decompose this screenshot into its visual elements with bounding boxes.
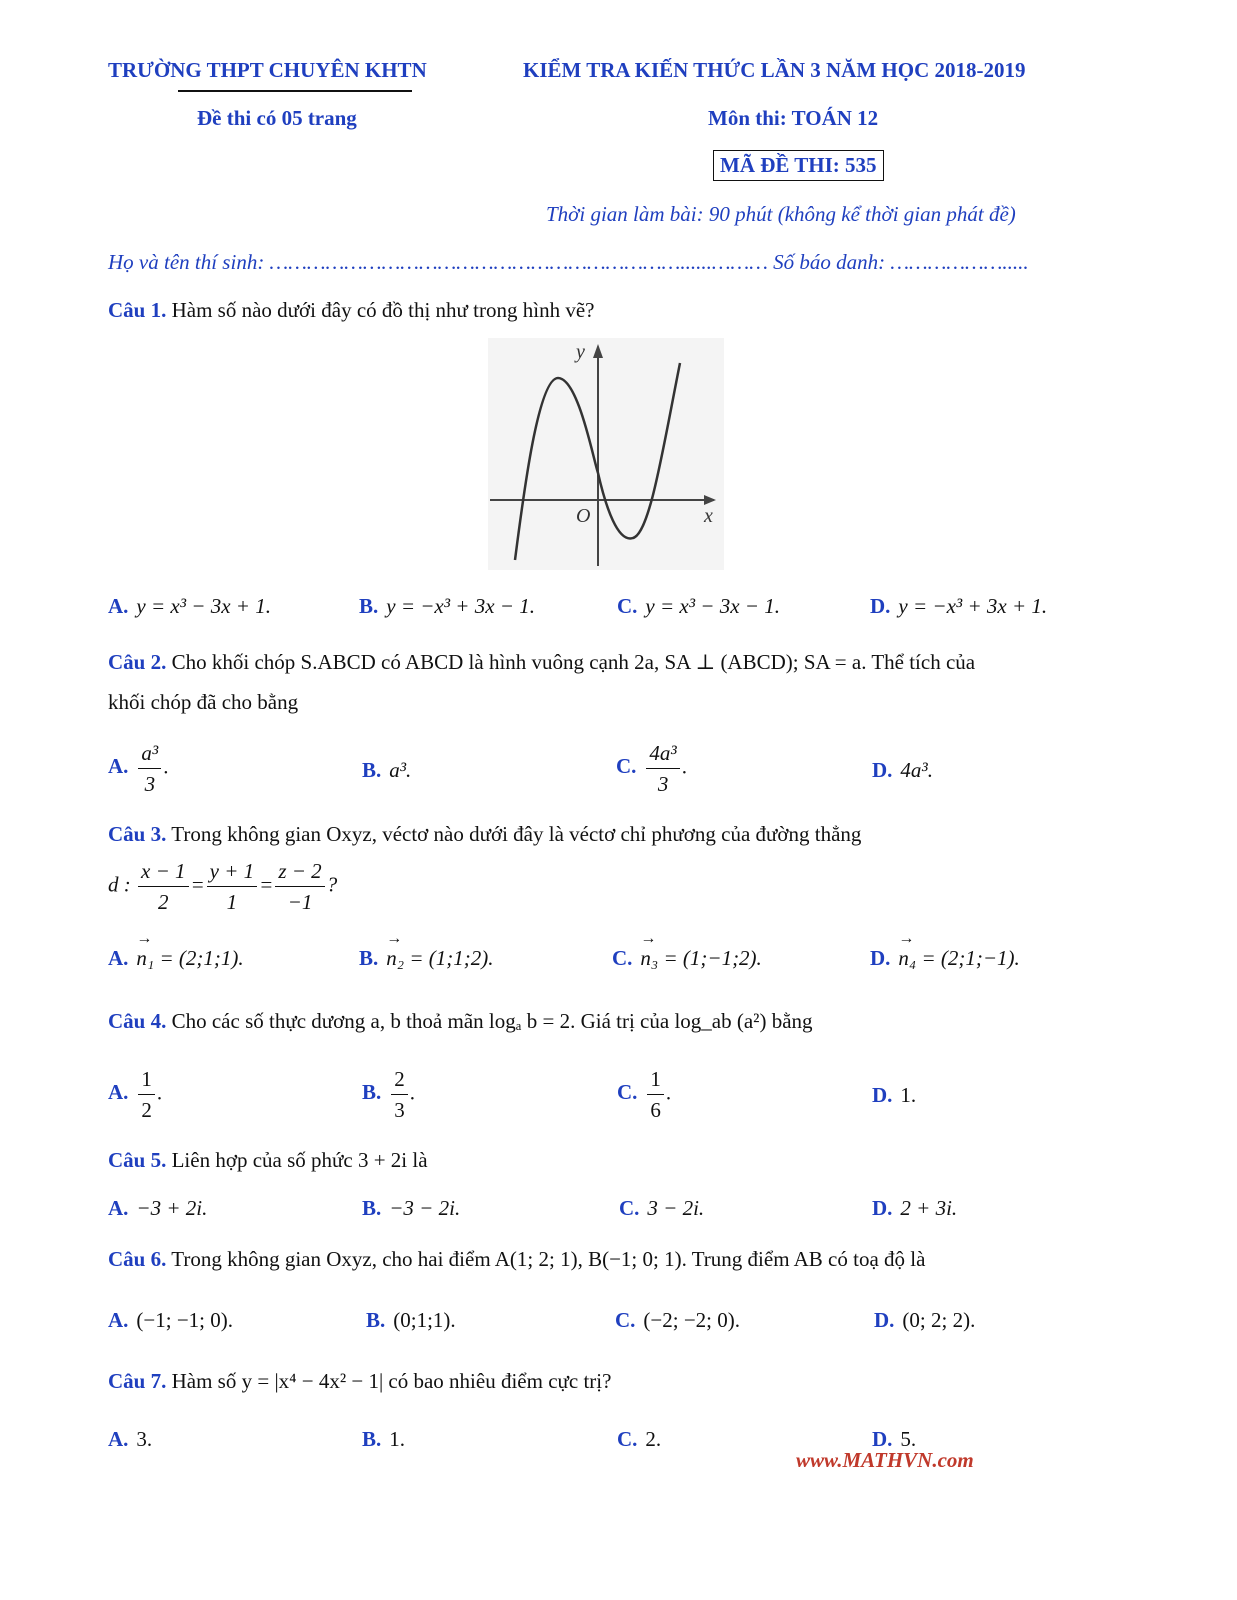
q2-option-c[interactable] [616, 738, 687, 799]
option-text: 5. [900, 1427, 917, 1451]
option-letter: A. [108, 1196, 129, 1220]
vector-symbol: → n₁ [136, 946, 154, 971]
denominator: 3 [657, 772, 669, 796]
subject: Môn thi: TOÁN 12 [708, 106, 879, 130]
numerator: a³ [138, 738, 161, 769]
denominator: −1 [287, 890, 313, 914]
question-text: Cho các số thực dương a, b thoả mãn logₐ b = 2. Giá trị của log_ab (a²) bằng [171, 1009, 813, 1033]
option-text: 2. [645, 1427, 662, 1451]
vector-symbol: → n₄ [898, 946, 916, 971]
option-tail: . [409, 1080, 416, 1105]
fraction-z [275, 856, 324, 917]
denominator: 1 [226, 890, 238, 914]
q4-option-c[interactable] [617, 1064, 671, 1125]
option-letter: A. [108, 1427, 129, 1451]
q2-option-d[interactable] [872, 758, 933, 783]
exam-code: MÃ ĐỀ THI: 535 [713, 150, 884, 181]
q6-option-a[interactable] [108, 1308, 233, 1333]
fraction [138, 1064, 155, 1125]
option-text: = (2;1;1). [159, 946, 244, 970]
candidate-line: Họ và tên thí sinh: …………………………………………………………......……… Số báo danh: ………………..... [108, 250, 1029, 274]
option-letter: D. [872, 758, 893, 782]
option-letter: C. [617, 594, 638, 618]
option-letter: D. [874, 1308, 895, 1332]
denominator: 3 [394, 1098, 405, 1122]
question-text: Cho khối chóp S.ABCD có ABCD là hình vuông cạnh 2a, SA ⊥ (ABCD); SA = a. Thể tích của [171, 650, 976, 674]
vector-symbol: → n₃ [640, 946, 658, 971]
q1-option-c[interactable] [617, 594, 780, 619]
option-text: 1. [389, 1427, 406, 1451]
option-text: (0;1;1). [393, 1308, 456, 1332]
question-label: Câu 3. [108, 822, 167, 846]
option-letter: B. [362, 758, 382, 782]
option-text: = (1;−1;2). [663, 946, 762, 970]
question-7 [108, 1369, 611, 1394]
numerator: z − 2 [275, 856, 324, 887]
question-5 [108, 1148, 428, 1173]
option-letter: C. [612, 946, 633, 970]
option-text: 3. [136, 1427, 153, 1451]
option-letter: B. [359, 594, 379, 618]
denominator: 2 [141, 1098, 152, 1122]
option-letter: D. [870, 594, 891, 618]
school-name: TRƯỜNG THPT CHUYÊN KHTN [108, 58, 427, 82]
school-underline [178, 90, 412, 92]
option-letter: B. [359, 946, 379, 970]
fraction-y [207, 856, 258, 917]
numerator: 1 [647, 1064, 664, 1095]
q5-option-c[interactable] [619, 1196, 704, 1221]
exam-title: KIỂM TRA KIẾN THỨC LẦN 3 NĂM HỌC 2018-2019 [523, 58, 1026, 82]
q3-option-c[interactable] [612, 946, 762, 971]
numerator: 4a³ [646, 738, 679, 769]
option-letter: A. [108, 1308, 129, 1332]
option-tail: . [681, 754, 687, 779]
option-letter: C. [619, 1196, 640, 1220]
fraction [138, 738, 161, 799]
question-6 [108, 1247, 925, 1272]
option-letter: B. [366, 1308, 386, 1332]
option-letter: D. [872, 1083, 893, 1107]
q1-option-d[interactable] [870, 594, 1047, 619]
fraction-x [138, 856, 189, 917]
option-letter: D. [870, 946, 891, 970]
option-text: (0; 2; 2). [902, 1308, 976, 1332]
option-text: 4a³. [900, 758, 933, 782]
vector-symbol: → n₂ [386, 946, 404, 971]
question-text: Hàm số nào dưới đây có đồ thị như trong hình vẽ? [171, 298, 595, 322]
option-text: 3 − 2i. [647, 1196, 705, 1220]
denominator: 6 [650, 1098, 661, 1122]
q4-option-d[interactable] [872, 1083, 916, 1108]
option-tail: . [665, 1080, 672, 1105]
line-prefix: d : [108, 872, 131, 897]
option-letter: A. [108, 1080, 129, 1105]
line-suffix: ? [326, 872, 338, 897]
option-text: y = −x³ + 3x + 1. [898, 594, 1048, 618]
question-3 [108, 822, 861, 847]
q5-option-d[interactable] [872, 1196, 957, 1221]
question-4 [108, 1009, 813, 1034]
q6-option-b[interactable] [366, 1308, 456, 1333]
denominator: 3 [144, 772, 156, 796]
option-text: −3 − 2i. [389, 1196, 461, 1220]
option-tail: . [163, 754, 169, 779]
q4-option-a[interactable] [108, 1064, 162, 1125]
cubic-graph [488, 338, 724, 570]
fraction [391, 1064, 408, 1125]
x-axis-label: x [704, 505, 713, 527]
question-text: Hàm số y = |x⁴ − 4x² − 1| có bao nhiêu điểm cực trị? [171, 1369, 612, 1393]
option-text: y = x³ − 3x − 1. [645, 594, 780, 618]
option-letter: D. [872, 1427, 893, 1451]
q1-option-b[interactable] [359, 594, 535, 619]
q6-option-d[interactable] [874, 1308, 975, 1333]
option-text: −3 + 2i. [136, 1196, 208, 1220]
question-label: Câu 6. [108, 1247, 167, 1271]
q7-option-b[interactable] [362, 1427, 405, 1452]
option-text: = (2;1;−1). [921, 946, 1020, 970]
numerator: 2 [391, 1064, 408, 1095]
q2-option-a[interactable] [108, 738, 168, 799]
time-note: Thời gian làm bài: 90 phút (không kể thời gian phát đề) [546, 202, 1016, 226]
question-text: Trong không gian Oxyz, véctơ nào dưới đây là véctơ chỉ phương của đường thẳng [171, 822, 862, 846]
q6-option-c[interactable] [615, 1308, 740, 1333]
option-letter: C. [617, 1427, 638, 1451]
option-letter: B. [362, 1196, 382, 1220]
option-text: (−1; −1; 0). [136, 1308, 234, 1332]
graph-background [488, 338, 724, 570]
option-text: (−2; −2; 0). [643, 1308, 741, 1332]
option-text: y = −x³ + 3x − 1. [386, 594, 535, 618]
question-label: Câu 1. [108, 298, 167, 322]
q1-option-a[interactable] [108, 594, 271, 619]
question-label: Câu 5. [108, 1148, 167, 1172]
fraction [647, 1064, 664, 1125]
origin-label: O [576, 505, 591, 527]
option-letter: C. [616, 754, 637, 779]
question-text: Liên hợp của số phức 3 + 2i là [171, 1148, 428, 1172]
q4-option-b[interactable] [362, 1064, 415, 1125]
question-1 [108, 298, 595, 323]
option-text: 1. [900, 1083, 917, 1107]
question-label: Câu 2. [108, 650, 167, 674]
question-text: Trong không gian Oxyz, cho hai điểm A(1; 2; 1), B(−1; 0; 1). Trung điểm AB có toạ độ là [171, 1247, 926, 1271]
numerator: y + 1 [207, 856, 258, 887]
option-letter: C. [617, 1080, 638, 1105]
q3-option-a[interactable] [108, 946, 244, 971]
q5-option-b[interactable] [362, 1196, 460, 1221]
q7-option-a[interactable] [108, 1427, 152, 1452]
option-letter: B. [362, 1427, 382, 1451]
option-letter: B. [362, 1080, 382, 1105]
question-2 [108, 650, 975, 675]
page-count: Đề thi có 05 trang [197, 106, 357, 130]
question-label: Câu 7. [108, 1369, 167, 1393]
option-text: a³. [389, 758, 412, 782]
line-equation: d : $\frac{x - 1}{2}$ = $\frac{y + 1}{1}$ = $\frac{z - 2}{-1}$ ? [108, 856, 337, 917]
option-letter: D. [872, 1196, 893, 1220]
q3-option-d[interactable] [870, 946, 1020, 971]
option-tail: . [156, 1080, 163, 1105]
q7-option-c[interactable] [617, 1427, 661, 1452]
option-letter: A. [108, 754, 129, 779]
q2-option-b[interactable] [362, 758, 411, 783]
fraction [646, 738, 679, 799]
option-text: = (1;1;2). [409, 946, 494, 970]
numerator: x − 1 [138, 856, 189, 887]
numerator: 1 [138, 1064, 155, 1095]
option-letter: A. [108, 594, 129, 618]
y-axis-label: y [576, 341, 585, 363]
footer-site[interactable]: www.MATHVN.com [796, 1448, 974, 1472]
option-letter: A. [108, 946, 129, 970]
option-text: 2 + 3i. [900, 1196, 958, 1220]
question-2-continued: khối chóp đã cho bằng [108, 690, 299, 714]
option-text: y = x³ − 3x + 1. [136, 594, 271, 618]
q3-option-b[interactable] [359, 946, 493, 971]
q5-option-a[interactable] [108, 1196, 207, 1221]
question-label: Câu 4. [108, 1009, 167, 1033]
denominator: 2 [158, 890, 169, 914]
option-letter: C. [615, 1308, 636, 1332]
